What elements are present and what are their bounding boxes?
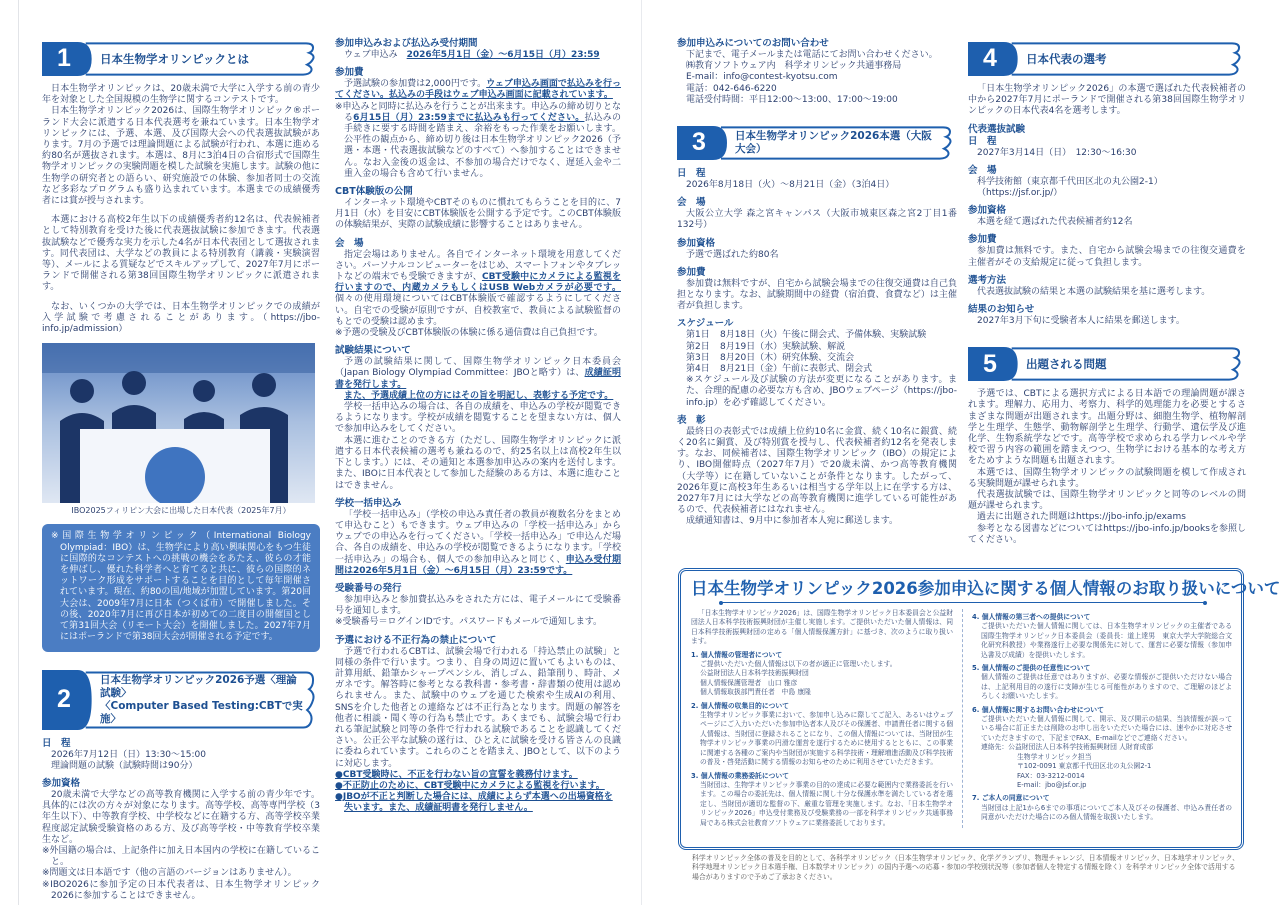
privacy-contact-line: E-mail：jbo@jsf.or.jp: [1017, 780, 1087, 789]
text-run: 予選試験の参加費は2,000円です。: [344, 79, 487, 90]
privacy-item-heading: 個人情報の管理者について: [700, 650, 783, 659]
paragraph: （https://jsf.or.jp/）: [977, 188, 1063, 199]
paragraph: 参考となる図書などについてはhttps://jbo-info.jp/booksを参照してください。: [968, 523, 1246, 545]
privacy-item-body: 当財団は上記1から6までの事項についてご本人及びその保護者、申込み責任者の同意がいただけた場合にのみ個人情報を取扱いたします。: [981, 803, 1232, 822]
subheading: 会 場: [335, 237, 364, 249]
privacy-item-heading: 個人情報の業務委託について: [700, 771, 789, 780]
subheading: 参加資格: [42, 777, 81, 789]
schedule-row: [677, 342, 957, 353]
privacy-contact-line: FAX：03-3212-0014: [1017, 771, 1085, 780]
privacy-item-heading: ご本人の同意について: [981, 794, 1050, 803]
paragraph: 代表選抜試験では、国際生物学オリンピックと同等のレベルの問題が課せられます。: [968, 490, 1246, 512]
paragraph: 本選では、国際生物学オリンピックの試験問題を模して作成される実験問題が課せられます。: [968, 467, 1246, 489]
subheading: 会 場: [968, 164, 997, 176]
schedule-row: [677, 330, 957, 341]
emphasized-text: CBT受験中にカメラによる監視を行いますので、内蔵カメラもしくはUSB Webカメラが必要です。: [335, 272, 621, 294]
subheading: 会 場: [677, 197, 706, 209]
paragraph: [335, 391, 621, 402]
paragraph: 2026年7月12日（日）13:30～15:00: [51, 749, 206, 760]
privacy-item-number: 7.: [972, 794, 980, 803]
privacy-item-line: 公益財団法人日本科学技術振興財団: [700, 669, 809, 678]
privacy-title-rule: [721, 602, 1205, 603]
paragraph: 参加費は無料ですが、自宅から試験会場までの往復交通費は自己負担となります。なお、試験期間中の経費（宿泊費、食費など）は主催者が負担します。: [677, 278, 957, 312]
paragraph: 2027年3月下旬に受験者本人に結果を郵送します。: [977, 316, 1185, 327]
paragraph: 予選で選ばれた約80名: [686, 249, 779, 260]
subheading: 代表選抜試験: [968, 123, 1026, 135]
section-title: [735, 126, 941, 160]
subheading: スケジュール: [677, 318, 734, 330]
text-run: 払込みの手続きに要する時間を踏まえ、余裕をもった作業をお願いします。公平性の観点から、締め切り後は日本生物学オリンピック2026（予選・本選・代表選抜試験などのすべて）へ参加することはできません。なお入金後の返金は、不参加の場合だけでなく、遅延入金や二重入金の場合も含めて行いません。: [344, 112, 621, 179]
emphasized-text: 6月15日（月）23:59までに払込みも行ってください。: [353, 112, 585, 123]
subheading: 日 程: [42, 737, 71, 749]
privacy-item-line: 連絡先：公益財団法人日本科学技術振興財団 人財育成部: [981, 743, 1154, 752]
paragraph: 2026年8月18日（火）～8月21日（金）（3泊4日）: [686, 180, 895, 191]
page-edge-line: [18, 0, 19, 905]
privacy-item-title: [972, 794, 1232, 803]
paragraph: 参加費は無料です。また、自宅から試験会場までの往復交通費を主催者がその支給規定に従って負担します。: [968, 246, 1246, 268]
paragraph: 本選における高校2年生以下の成績優秀者約12名は、代表候補者として特別教育を受けた後に代表選抜試験に参加できます。代表選抜試験などで優秀な実力を示した4名が日本代表団として選抜されます。同代表団は、大学などの教員による特別教育（講義・実験演習等）、メールによる質疑などでスキルアップして、2027年7月にポーランドで開催される第38回国際生物学オリンピックに派遣されます。: [42, 215, 320, 293]
paragraph: 日本生物学オリンピック2026は、国際生物学オリンピック®ポーランド大会に派遣する日本代表選考を兼ねています。日本生物学オリンピックには、予選、本選、及び国際大会への代表選抜試験があります。7月の予選では理論問題による試験が行われ、本選に進める約80名が選抜されます。本選は、8月に3泊4日の合宿形式で国際生物学オリンピックの実験問題を模した試験を実施します。試験の他に生物学の研究者との語らい、研究施設での体験、参加者同士の交流など多彩なプログラムも盛り込まれています。本選までの成績優秀者には賞が授与されます。: [42, 106, 321, 207]
privacy-item-title: [691, 772, 953, 781]
subheading: 参加費: [677, 266, 706, 278]
privacy-left-column: [691, 609, 953, 828]
paragraph: [335, 50, 621, 61]
team-photo: [42, 343, 315, 503]
section-header-1: [42, 42, 320, 76]
paragraph: ※問題文は日本語です（他の言語のバージョンはありません）。: [42, 868, 297, 879]
privacy-right-column: [972, 609, 1232, 823]
paragraph: 成績通知書は、9月中に参加者本人宛に郵送します。: [686, 516, 899, 527]
section-title-line: 日本生物学オリンピックとは: [100, 52, 250, 66]
column-3: [677, 38, 957, 528]
paragraph: [335, 250, 621, 328]
paragraph: 電話受付時間：平日12:00～13:00、17:00～19:00: [686, 94, 898, 105]
paragraph: 電話：042-646-6220: [686, 83, 777, 94]
paragraph: ※受験番号＝ログインIDです。パスワードもメールで通知します。: [335, 617, 603, 628]
section-title-line: 出題される問題: [1026, 357, 1107, 372]
paragraph: 20歳未満で大学などの高等教育機関に入学する前の青少年です。具体的には次の方々が対象になります。高等学校、高等専門学校（3年生以下）、中等教育学校、中学校などに在籍する方、高等学校卒業程度認定試験受験資格のある方、及び高等学校・中等教育学校卒業生など。: [42, 789, 320, 845]
paragraph: ㈱教育ソフトウェア内 科学オリンピック共通事務局: [686, 61, 902, 72]
photo-figure: [42, 343, 320, 516]
schedule-row: [677, 364, 957, 375]
ibo-info-text: ※国際生物学オリンピック（International Biology Olympiad：IBO）は、生物学により高い興味関心をもつ生徒に国際的なコンテストへの挑戦の機会をあたえ、彼らの才能を伸ばし、優れた科学者へと育てると共に、彼らの国際的ネットワーク形成をサポートすることを目的として毎年開催されています。現在、約80の国/地域が加盟しています。第20回大会は、2009年7月に日本（つくば市）で開催しました。その後、2020年7月に再び日本が初めての二度目の開催国として第31回大会（リモート大会）を開催しました。2027年7月にはポーランドで第38回大会が開催される予定です。: [51, 531, 311, 643]
schedule-row: [677, 353, 957, 364]
paragraph: [335, 79, 621, 101]
section-title-line: 日本生物学オリンピック2026予選〈理論試験〉: [100, 673, 297, 699]
privacy-notice-box: [678, 568, 1280, 850]
schedule-day: 第4日: [686, 364, 710, 375]
text-run: 指定会場はありません。各自でインターネット環境を用意してください。パーソナルコンピューターをはじめ、スマートフォンやタブレットなどの端末でも受験できますが、: [335, 249, 621, 283]
paragraph: 最終日の表彰式では成績上位約10名に金賞、続く10名に銀賞、続く20名に銅賞、及び特別賞を授与し、代表候補者約12名を発表します。なお、同候補者は、国際生物学オリンピック（IBO）の規定により、IBO開催時点（2027年7月）で20歳未満、かつ高等教育機関（大学等）に在籍していないことが条件となります。したがって、2026年夏に高校3年生あるいは相当する学年以上に在学する方は、2027年7月には大学などの高等教育機関に進学している可能性があるので、代表候補者にはなれません。: [677, 426, 957, 516]
footnote: 科学オリンピック全体の普及を目的として、各科学オリンピック（日本生物学オリンピック、化学グランプリ、物理チャレンジ、日本情報オリンピック、日本地学オリンピック、科学地理オリンピック日本選手権、日本数学オリンピック）の国内予選への応募・参加の学校別状況等（参加者個人を特定する情報を除く）を科学オリンピック全体で活用する場合がありますので予めご了承おきください。: [692, 854, 1240, 881]
bullet-item: ●CBT受験時に、不正を行わない旨の宣誓を義務付けます。: [335, 769, 578, 780]
privacy-column-divider: [962, 609, 963, 828]
section-title: [100, 670, 304, 730]
subheading: 試験結果について: [335, 345, 411, 357]
subheading: 参加資格: [968, 205, 1007, 217]
paragraph: ※予選の受験及びCBT体験版の体験に係る通信費は自己負担です。: [335, 328, 603, 339]
section-number: 2: [57, 684, 71, 713]
privacy-item-line: 個人情報取扱部門責任者 中島 康隆: [700, 688, 811, 697]
paragraph: [335, 102, 621, 180]
privacy-item-body: ご提供いただいた個人情報に関して、開示、及び開示の結果、当該情報が誤っている場合に訂正または削除のお申し出をいただいた場合には、速やかに対応させていただきますので、下記までFAX、E-mailなどでご連絡ください。: [981, 715, 1232, 742]
text-run: ウェブ申込み: [344, 50, 407, 60]
schedule-detail: 8月19日（水）実験試験、解説: [720, 341, 846, 352]
section-header-3: [677, 126, 957, 160]
section-title: [1026, 353, 1107, 375]
privacy-item-heading: 個人情報に関するお問い合わせについて: [981, 705, 1104, 714]
privacy-item-body: ご提供いただいた個人情報に関しては、日本生物学オリンピックの主催者である国際生物学オリンピック日本委員会（委員長：道上達男 東京大学大学院総合文化研究科教授）や業務遂行上必要な関係先に対して、運営に必要な情報（参加申込書及び成績）を提供いたします。: [981, 622, 1232, 659]
privacy-item-number: 3.: [691, 771, 699, 780]
subheading: 予選における不正行為の禁止について: [335, 634, 497, 646]
privacy-item-body: ご提供いただいた個人情報は以下の者が適正に管理いたします。: [700, 660, 897, 669]
subheading: 選考方法: [968, 274, 1007, 286]
paragraph: 大阪公立大学 森之宮キャンパス（大阪市城東区森之宮2丁目1番132号）: [677, 209, 957, 231]
emphasized-text: 2026年5月1日（金）～6月15日（月）23:59: [406, 50, 600, 60]
privacy-item-number: 1.: [691, 650, 699, 659]
paragraph: 日本生物学オリンピックは、20歳未満で大学に入学する前の青少年を対象とした全国規模の生物学に関するコンテストです。: [42, 84, 320, 106]
text-run: 予選の試験結果に関して、国際生物学オリンピック日本委員会（Japan Biology Olympiad Committee：JBOと略す）は、: [335, 357, 621, 379]
subheading: 参加費: [335, 67, 364, 79]
privacy-item-number: 6.: [972, 705, 980, 714]
subheading: 日 程: [677, 168, 706, 180]
section-number: 3: [692, 128, 706, 157]
paragraph: 理論問題の試験（試験時間は90分）: [51, 760, 198, 771]
column-1: [42, 38, 320, 902]
subheading: 学校一括申込み: [335, 497, 402, 509]
subheading: 参加申込みおよび払込み受付期間: [335, 38, 478, 49]
subheading: CBT体験版の公開: [335, 186, 413, 198]
schedule-day: 第3日: [686, 352, 710, 363]
privacy-title: 日本生物学オリンピック2026参加申込に関する個人情報のお取り扱いについて: [691, 579, 1280, 598]
paragraph: 代表選抜試験の結果と本選の試験結果を基に選考します。: [977, 286, 1211, 297]
section-title: [1026, 48, 1107, 70]
section-title-line-2: 〈Computer Based Testing:CBTで実施〉: [100, 699, 303, 725]
paragraph: [335, 357, 621, 391]
schedule-day: 第1日: [686, 330, 710, 341]
subheading: 表 彰: [677, 414, 706, 426]
section-title-line: 日本代表の選考: [1026, 52, 1107, 66]
paragraph: 2027年3月14日（日） 12:30～16:30: [977, 147, 1137, 158]
privacy-columns: [691, 609, 1231, 828]
subheading: 参加費: [968, 234, 997, 246]
privacy-item-heading: 個人情報のご提供の任意性について: [981, 664, 1091, 673]
subheading: 参加申込みについてのお問い合わせ: [677, 38, 829, 49]
privacy-item-body: 生物学オリンピック事業において、参加申し込みに際してご記入、あるいはウェブページにご入力いただいた参加申込者本人及びその保護者、申請責任者に関する個人情報は、当財団に登録されることになり、この個人情報については、当財団が生物学オリンピック事業の円滑な運営を遂行するために使用するとともに、この事業に関連する各種のご案内や当財団が実施する科学技術・理解増進活動及び科学技術の普及・啓発活動に関する情報のお知らせのために利用させていただきます。: [700, 711, 953, 767]
section-header-2: [42, 670, 320, 730]
subheading: 参加資格: [677, 237, 716, 249]
paragraph: なお、いくつかの大学では、日本生物学オリンピックでの成績が入学試験で考慮されることがあります。（https://jbo-info.jp/admission）: [42, 301, 320, 335]
privacy-item-title: [691, 651, 953, 660]
schedule-detail: 8月21日（金）午前に表彰式、閉会式: [720, 364, 873, 375]
privacy-item-number: 5.: [972, 664, 980, 673]
column-2: [335, 38, 621, 815]
paragraph: 本選を経て選ばれた代表候補者約12名: [977, 217, 1133, 228]
paragraph: E-mail：info@contest-kyotsu.com: [686, 72, 838, 83]
section-title-line: 日本生物学オリンピック2026本選（大阪大会）: [735, 130, 932, 156]
subheading: 日 程: [968, 135, 997, 147]
paragraph: インターネット環境やCBTそのものに慣れてもらうことを目的に、7月1日（水）を目安にCBT体験版を公開する予定です。このCBT体験版の体験結果が、実際の試験成績に影響することはありません。: [335, 198, 621, 231]
subheading: 受験番号の発行: [335, 582, 402, 594]
ibo-info-box: [42, 524, 320, 651]
privacy-item-body: 個人情報のご提供は任意ではありますが、必要な情報がご提供いただけない場合は、上記利用目的の遂行に支障が生じる可能性がありますので、ご理解のほどよろしくお願いいたします。: [981, 673, 1232, 701]
emphasized-text: 申込み受付期間は2026年5月1日（金）～6月15日（月）23:59です。: [335, 554, 621, 576]
schedule-detail: 8月18日（火）午後に開会式、予備体験、実験試験: [720, 330, 927, 341]
paragraph: ※スケジュール及び試験の方法が変更になることがあります。また、合理的配慮の必要な方も含め、JBOウェブページ（https://jbo-info.jp）を必ず確認してください。: [686, 375, 957, 408]
privacy-contact-line: 生物学オリンピック担当: [1017, 752, 1092, 761]
section-number: 5: [983, 349, 997, 378]
privacy-item-line: 個人情報保護管理者 山口 雅彦: [700, 678, 798, 687]
paragraph: ※外国籍の場合は、上記条件に加え日本国内の学校に在籍していること。: [42, 845, 320, 868]
section-title: [100, 48, 249, 70]
section-header-4: [968, 42, 1246, 76]
privacy-item-number: 2.: [691, 701, 699, 710]
paragraph: 学校一括申込みの場合は、各自の成績を、申込みの学校が閲覧できるようになります。学校が成績を閲覧することを望まない方は、個人で参加申込みをしてください。: [335, 402, 621, 435]
section-header-5: [968, 347, 1246, 381]
privacy-intro: 「日本生物学オリンピック2026」は、国際生物学オリンピック日本委員会と公益財団法人日本科学技術振興財団が主催し実施します。ご提供いただいた個人情報は、同日本科学技術振興財団の定める「個人情報保護方針」に基づき、次のように取り扱います。: [691, 609, 953, 646]
paragraph: 予選で行われるCBTは、試験会場で行われる「持込禁止の試験」と同様の条件で行います。つまり、自身の周辺に置いてもよいものは、計算用紙、鉛筆かシャープペンシル、消しゴム、鉛筆削り、時計、メガネです。解答時に参考となる教科書・参考書・辞書類の使用は認められません。また、試験中のウェブを通じた検索や生成AIの利用、SNSを介した他者との連絡などは不正行為となります。問題の解答を他者に相談・聞く等の行為も禁止です。あくまでも、試験会場で行われる筆記試験と同等の条件で行われる試験であることを認識してください。公正公平な試験の遂行は、ひとえに試験を受ける皆さんの良識に委ねられています。これらのことを踏まえ、JBOとして、以下のように対応します。: [335, 646, 621, 769]
paragraph: ※IBO2026に参加予定の日本代表者は、日本生物学オリンピック2026に参加することはできません。: [42, 879, 320, 901]
privacy-item-heading: 個人情報の第三者への提供について: [981, 613, 1091, 621]
paragraph: 予選では、CBTによる選択方式による日本語での理論問題が課されます。理解力、応用力、考察力、科学的処理能力を必要とするさまざまな問題が出題されます。出題分野は、細胞生物学、植物解剖学と生理学、生態学、動物解剖学と生理学、行動学、遺伝学及び進化学、生物系統学などです。高等学校で求められる学力レベルや学校で習う内容の範囲を踏まえつつ、生物学における基本的な考え方をためすような問題も出題されます。: [968, 389, 1246, 467]
section-number: 1: [57, 44, 71, 73]
paragraph: 参加申込みと参加費払込みをされた方には、電子メールにて受験番号を通知します。: [335, 594, 621, 617]
paragraph: 下記まで、電子メールまたは電話にてお問い合わせください。: [686, 50, 938, 60]
privacy-item-body: 当財団は、生物学オリンピック事業の目的の達成に必要な範囲内で業務委託を行います。この場合の委託先は、個人情報に関し十分な保護水準を満たしている者を選定し、当財団が適切な監督の下、厳重な管理を実施します。なお、「日本生物学オリンピック2026」申込受付業務及び受験業務の一部を科学オリンピック共通事務局である株式会社教育ソフトウェアに業務委託しております。: [700, 780, 953, 827]
paragraph: 過去に出題された問題はhttps://jbo-info.jp/exams: [977, 512, 1186, 523]
bullet-item: ●JBOが不正と判断した場合には、成績によらず本選への出場資格を失います。また、成績証明書を発行しません。: [335, 792, 613, 814]
text-run: ※申込みと同時に払込みを行うことが出来ます。申込みの締め切りとなる: [335, 101, 621, 123]
paragraph: 「日本生物学オリンピック2026」の本選で選ばれた代表候補者の中から2027年7月にポーランドで開催される第38回国際生物学オリンピックの日本代表4名を選考します。: [968, 84, 1246, 117]
privacy-item-title: [691, 702, 953, 711]
privacy-item-title: [972, 706, 1232, 715]
emphasized-text: ウェブ申込み画面で払込みを行ってください。払込みの手段はウェブ申込み画面に記載されています。: [335, 79, 621, 101]
schedule-detail: 8月20日（木）研究体験、交流会: [720, 352, 855, 363]
photo-caption: IBO2025フィリピン大会に出場した日本代表（2025年7月）: [71, 506, 291, 516]
paragraph: [335, 510, 621, 577]
section-number: 4: [983, 44, 997, 73]
text-run: 個々の使用環境についてはCBT体験版で確認するようにしてください。自宅での受験が原則ですが、自校教室で、教員による試験監督のもとでの受験は認めます。: [335, 294, 621, 327]
subheading: 結果のお知らせ: [968, 304, 1035, 316]
privacy-item-title: [972, 613, 1232, 622]
emphasized-text: また、予選成績上位の方にはその旨を明記し、表彰する予定です。: [344, 390, 614, 401]
privacy-item-heading: 個人情報の収集目的について: [700, 701, 789, 710]
column-4: [968, 38, 1246, 546]
text-run: 「学校一括申込み」（学校の申込み責任者の教員が複数名分をまとめて申込むこと）もできます。ウェブ申込みの「学校一括申込み」からウェブでの申込みを行ってください。「学校一括申込み」で申込んだ場合、各自の成績を、申込みの学校が閲覧できるようになります。「学校一括申込み」の場合も、個人での参加申込みと同じく、: [335, 509, 621, 565]
schedule-day: 第2日: [686, 341, 710, 352]
paragraph: 科学技術館（東京都千代田区北の丸公園2-1）: [977, 176, 1163, 187]
bullet-item: ●不正防止のために、CBT受験中にカメラによる監視を行います。: [335, 780, 605, 791]
center-fold-line: [641, 0, 642, 905]
emphasized-text: 成績証明書を発行します。: [335, 368, 621, 390]
privacy-contact-line: 〒102-0091 東京都千代田区北の丸公園2-1: [1017, 762, 1152, 771]
paragraph: 本選に進むことのできる方（ただし、国際生物学オリンピックに派遣する日本代表候補の選考も兼ねるので、約25名以上は高校2年生以下とします。）には、その通知と本選参加申込みの案内を送付します。また、IBOに日本代表として参加した経験のある方は、本選に進むことはできません。: [335, 435, 621, 491]
privacy-item-number: 4.: [972, 613, 980, 621]
